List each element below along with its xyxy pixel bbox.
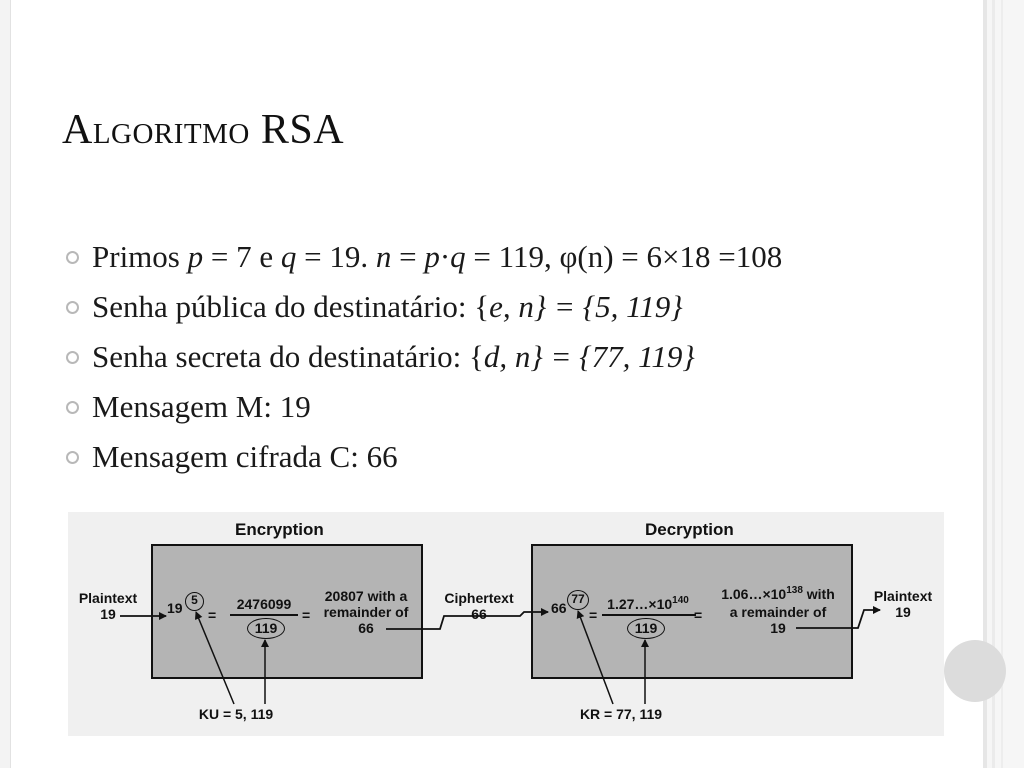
- left-frame-strip: [0, 0, 11, 768]
- bullet-circle-icon: [66, 301, 79, 314]
- encryption-title: Encryption: [235, 520, 324, 539]
- bullet-circle-icon: [66, 351, 79, 364]
- bullet-circle-icon: [66, 401, 79, 414]
- arrow-plaintext-out: [796, 610, 880, 628]
- plaintext-label-in: Plaintext: [78, 590, 138, 606]
- bullet-primes: [62, 235, 782, 285]
- arrow-ciphertext: [386, 612, 548, 629]
- bullet-message: [62, 385, 782, 435]
- bullet-text-part: Senha secreta do destinatário: {: [92, 339, 484, 374]
- decorative-circle: [944, 640, 1006, 702]
- bullet-text-part: ·: [439, 239, 451, 274]
- plaintext-value-in: 19: [100, 606, 116, 622]
- bullet-text-part: =: [391, 239, 425, 274]
- dec-exponent: 77: [571, 592, 585, 606]
- enc-modulus: 119: [254, 620, 278, 636]
- enc-result-line1: 20807 with a: [324, 588, 408, 604]
- bullet-public-key: [62, 285, 782, 335]
- bullet-text-part: = 7 e: [203, 239, 281, 274]
- dec-result-exponent: 138: [786, 585, 803, 596]
- enc-result-line2: remainder of: [323, 604, 409, 620]
- bullet-text-part: d, n} = {77, 119}: [483, 339, 695, 374]
- dec-equals-2: =: [694, 607, 703, 623]
- ciphertext-value: 66: [471, 606, 487, 622]
- enc-equals-1: =: [208, 607, 217, 623]
- enc-base: 19: [167, 600, 183, 616]
- enc-numerator: 2476099: [236, 596, 292, 612]
- bullet-ciphered-message: [62, 435, 782, 485]
- bullet-text-part: q: [280, 239, 297, 274]
- dec-base: 66: [551, 600, 567, 616]
- bullet-text-part: q: [450, 239, 466, 274]
- bullet-text-part: Mensagem cifrada C: 66: [92, 439, 398, 474]
- bullet-text-part: = 19.: [296, 239, 376, 274]
- public-key-label: KU = 5, 119: [198, 706, 274, 722]
- dec-equals-1: =: [589, 607, 598, 623]
- dec-numerator-exponent: 140: [672, 595, 689, 606]
- bullet-secret-key: [62, 335, 782, 385]
- bullet-circle-icon: [66, 451, 79, 464]
- enc-result-line3: 66: [358, 620, 374, 636]
- decryption-title: Decryption: [645, 520, 734, 539]
- arrow-ku-exponent: [196, 612, 234, 704]
- enc-equals-2: =: [302, 607, 311, 623]
- dec-result-mantissa: 1.06…×10: [721, 586, 787, 602]
- bullet-text-part: p: [424, 239, 440, 274]
- arrow-kr-exponent: [578, 611, 613, 704]
- plaintext-label-out: Plaintext: [873, 588, 933, 604]
- private-key-label: KR = 77, 119: [579, 706, 663, 722]
- bullet-list: [62, 235, 782, 485]
- bullet-text-part: p: [187, 239, 204, 274]
- frame-stripe: [1001, 0, 1003, 768]
- bullet-text-part: Senha pública do destinatário: {: [92, 289, 490, 324]
- dec-numerator-mantissa: 1.27…×10: [607, 596, 673, 612]
- bullet-text-part: Primos: [92, 239, 188, 274]
- rsa-diagram: [68, 512, 944, 736]
- diagram-arrows: [68, 512, 944, 736]
- bullet-text-part: = 119, φ(n) = 6×18 =108: [465, 239, 783, 274]
- bullet-text-part: n: [375, 239, 392, 274]
- dec-result-line3: 19: [770, 620, 786, 636]
- dec-result-with: with: [802, 586, 835, 602]
- dec-result-line2: a remainder of: [729, 604, 827, 620]
- bullet-text-part: e, n} = {5, 119}: [489, 289, 683, 324]
- bullet-text-part: Mensagem M: 19: [92, 389, 311, 424]
- dec-modulus: 119: [634, 620, 658, 636]
- bullet-circle-icon: [66, 251, 79, 264]
- ciphertext-label: Ciphertext: [444, 590, 514, 606]
- plaintext-value-out: 19: [895, 604, 911, 620]
- slide-title: Algoritmo RSA: [62, 107, 345, 153]
- enc-exponent: 5: [191, 593, 198, 607]
